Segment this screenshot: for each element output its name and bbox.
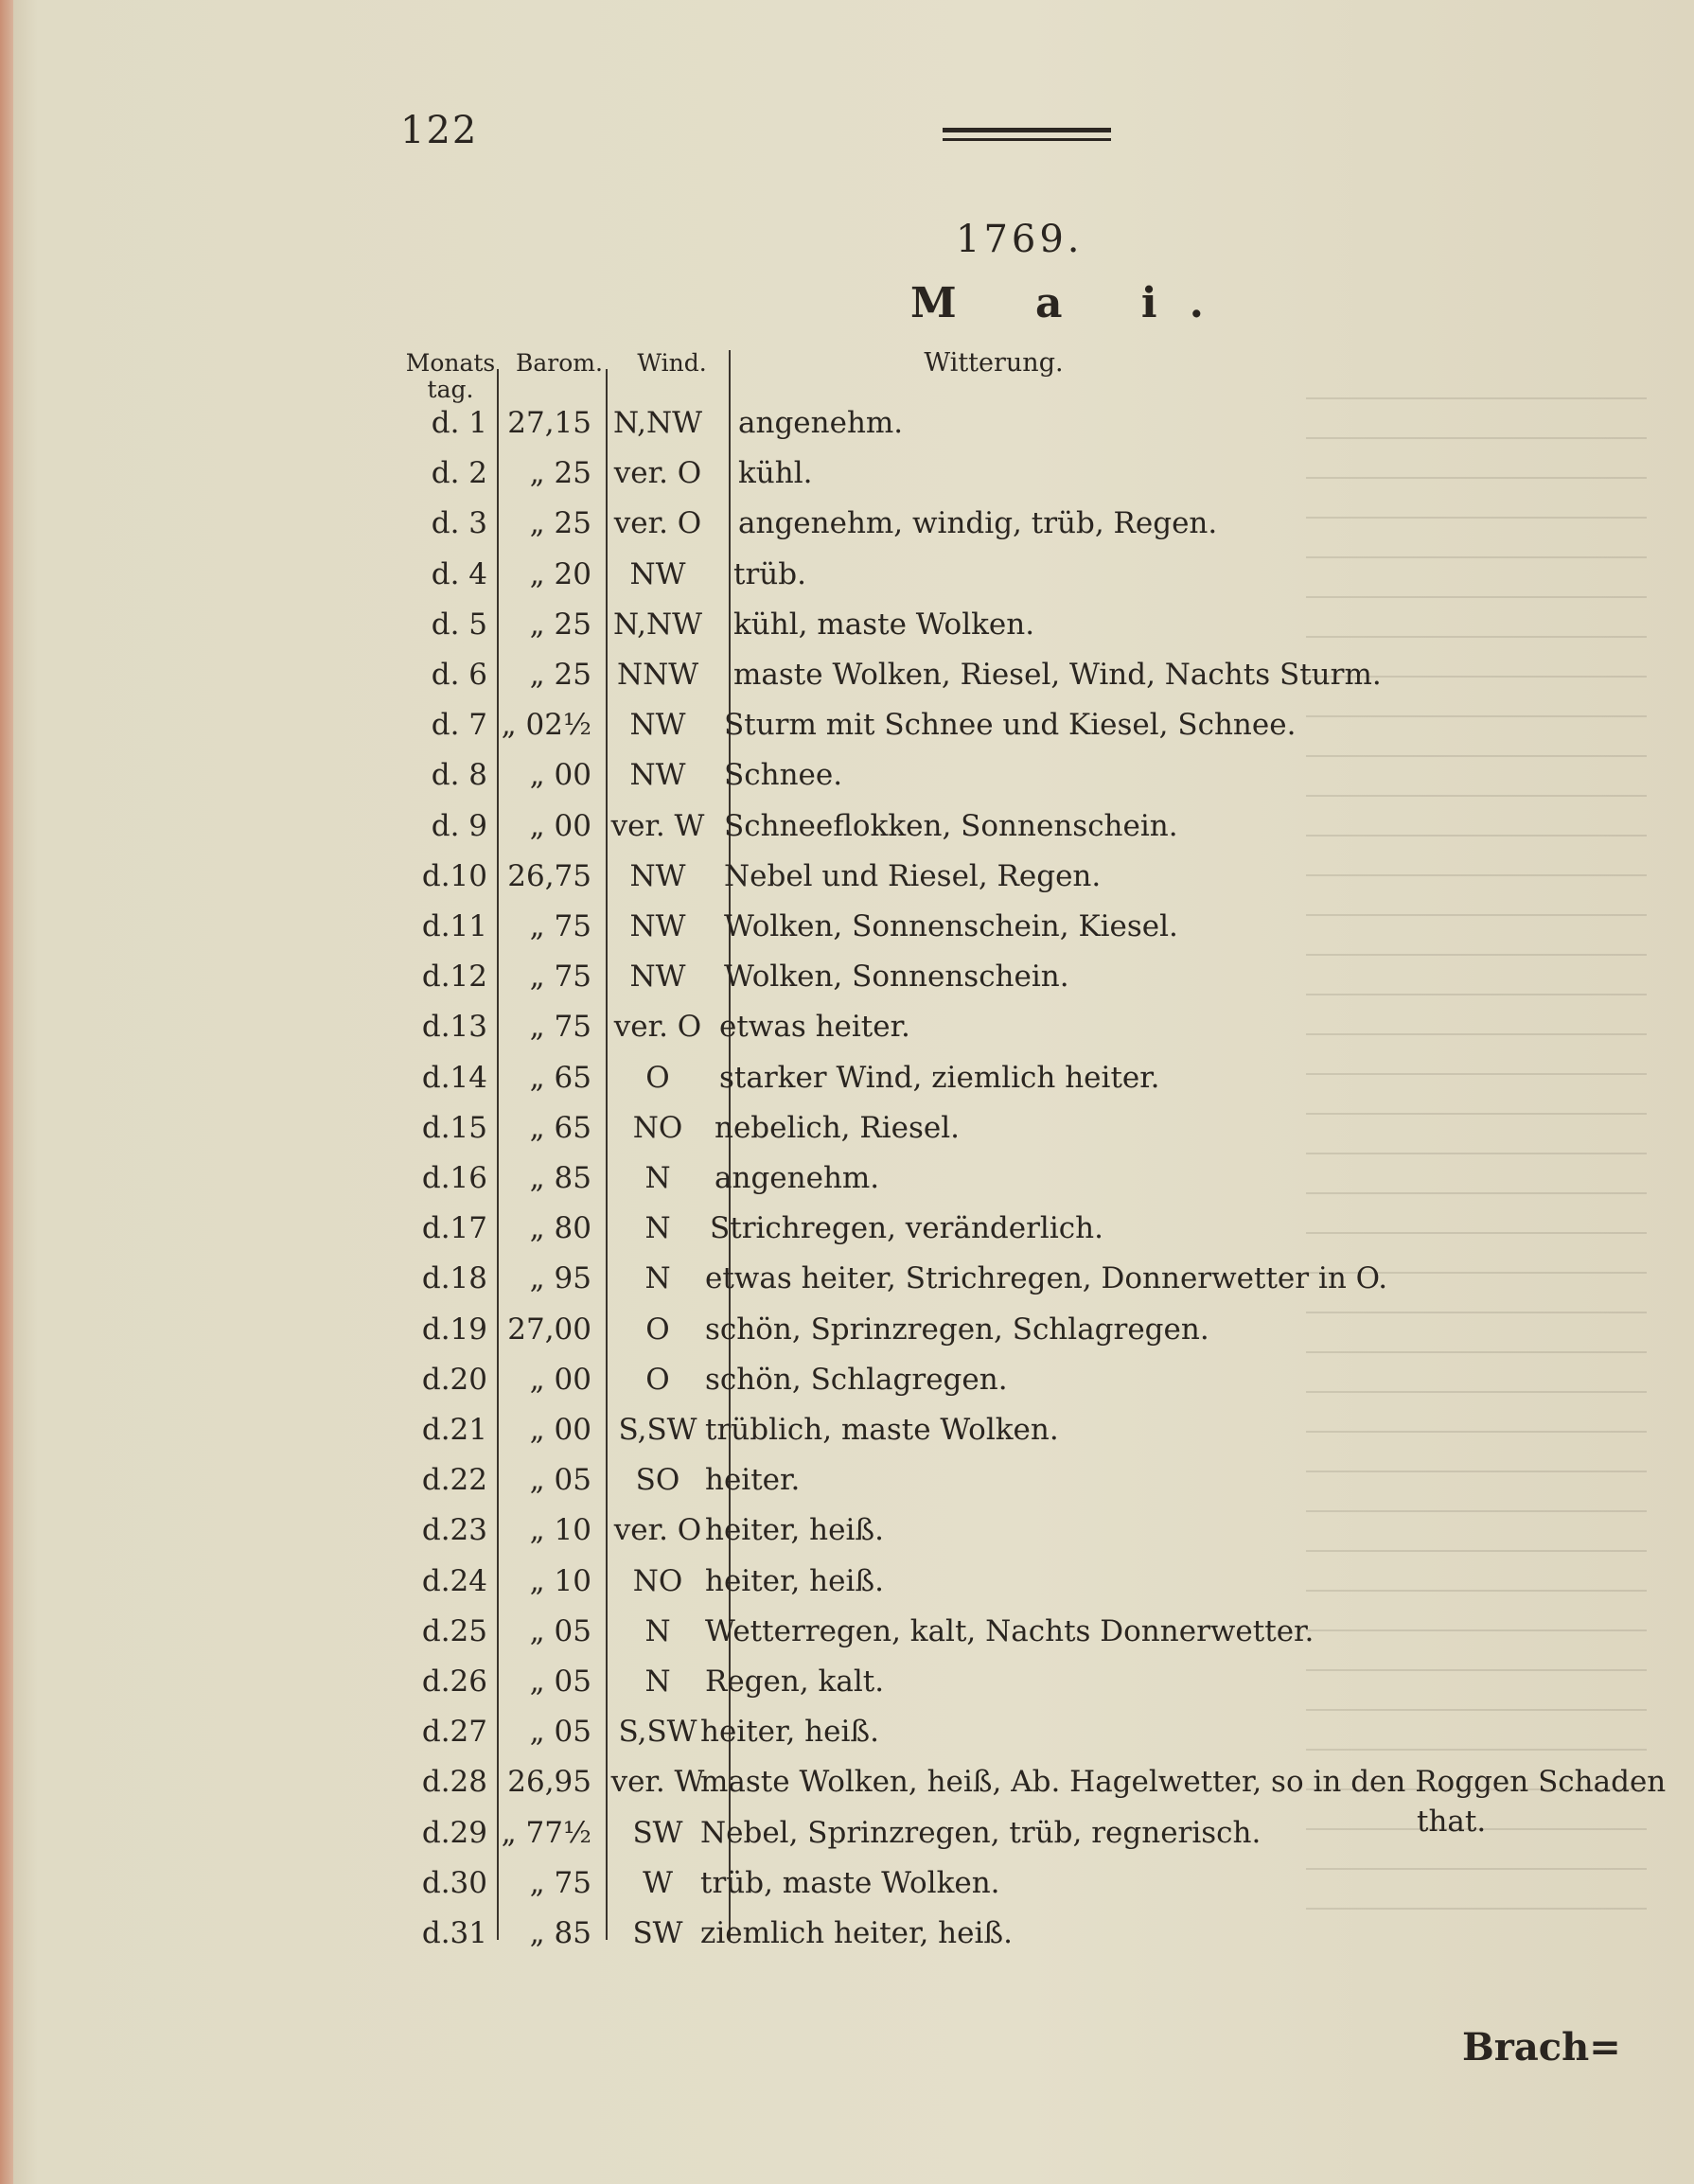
barometer-cell: „ 05 xyxy=(529,1613,591,1648)
day-cell: d. 6 xyxy=(431,658,487,692)
wind-cell: NNW xyxy=(616,658,699,692)
table-row xyxy=(0,1006,1694,1055)
weather-cell: heiter. xyxy=(705,1463,801,1498)
wind-cell: O xyxy=(645,1060,670,1095)
day-cell: d.19 xyxy=(421,1312,487,1347)
continuation-line xyxy=(0,1801,1694,1850)
table-row xyxy=(0,956,1694,1005)
barometer-cell: „ 25 xyxy=(529,658,591,692)
weather-cell: starker Wind, ziemlich heiter. xyxy=(719,1060,1160,1095)
wind-cell: N xyxy=(644,1161,671,1195)
barometer-cell: „ 05 xyxy=(529,1715,591,1750)
wind-cell: SW xyxy=(632,1815,683,1850)
page-number: 122 xyxy=(400,109,479,152)
day-cell: d.10 xyxy=(421,858,487,893)
table-row xyxy=(0,1611,1694,1660)
barometer-cell: „ 02½ xyxy=(501,708,591,743)
weather-cell: Regen, kalt. xyxy=(705,1664,885,1699)
weather-cell: Nebel und Riesel, Regen. xyxy=(724,858,1102,893)
table-row xyxy=(0,1107,1694,1156)
weather-cell: Nebel, Sprinzregen, trüb, regnerisch. xyxy=(700,1815,1262,1850)
table-row xyxy=(0,554,1694,603)
weather-cell: Schneeflokken, Sonnenschein. xyxy=(724,808,1178,843)
barometer-cell: „ 00 xyxy=(529,758,591,793)
barometer-cell: „ 95 xyxy=(529,1261,591,1296)
wind-cell: NW xyxy=(629,556,686,591)
day-cell: d.29 xyxy=(421,1815,487,1850)
weather-cell: trüb. xyxy=(733,556,806,591)
day-cell: d.23 xyxy=(421,1513,487,1548)
barometer-cell: „ 25 xyxy=(529,607,591,642)
barometer-cell: „ 05 xyxy=(529,1463,591,1498)
day-cell: d.31 xyxy=(421,1916,487,1950)
day-cell: d. 9 xyxy=(431,808,487,843)
wind-cell: S,SW xyxy=(618,1715,697,1750)
table-row xyxy=(0,1509,1694,1559)
day-cell: d.22 xyxy=(421,1463,487,1498)
column-header-weather: Witterung. xyxy=(924,348,1064,378)
barometer-cell: „ 75 xyxy=(529,960,591,995)
weather-cell: trüblich, maste Wolken. xyxy=(705,1413,1059,1447)
table-row xyxy=(0,805,1694,854)
day-cell: d.27 xyxy=(421,1715,487,1750)
barometer-cell: „ 00 xyxy=(529,1413,591,1447)
table-row xyxy=(0,1359,1694,1408)
weather-cell: etwas heiter, Strichregen, Donnerwetter in O. xyxy=(705,1261,1388,1296)
header-rule xyxy=(943,128,1111,141)
day-cell: d.13 xyxy=(421,1010,487,1045)
table-row xyxy=(0,704,1694,753)
table-row xyxy=(0,1057,1694,1106)
barometer-cell: „ 85 xyxy=(529,1161,591,1195)
weather-cell: heiter, heiß. xyxy=(705,1563,884,1598)
day-cell: d.30 xyxy=(421,1865,487,1900)
wind-cell: N,NW xyxy=(613,406,702,440)
barometer-cell: „ 75 xyxy=(529,1010,591,1045)
table-row xyxy=(0,452,1694,502)
barometer-cell: „ 77½ xyxy=(501,1815,591,1850)
barometer-cell: „ 25 xyxy=(529,456,591,491)
day-cell: d.18 xyxy=(421,1261,487,1296)
weather-cell: heiter, heiß. xyxy=(700,1715,879,1750)
day-cell: d.14 xyxy=(421,1060,487,1095)
day-cell: d. 3 xyxy=(431,506,487,541)
wind-cell: NW xyxy=(629,708,686,743)
table-row xyxy=(0,502,1694,552)
barometer-cell: 27,15 xyxy=(507,406,591,440)
wind-cell: ver. W xyxy=(610,1765,705,1800)
wind-cell: SO xyxy=(635,1463,680,1498)
day-cell: d. 4 xyxy=(431,556,487,591)
table-row xyxy=(0,1258,1694,1307)
table-row xyxy=(0,402,1694,451)
day-cell: d. 7 xyxy=(431,708,487,743)
wind-cell: ver. W xyxy=(610,808,705,843)
wind-cell: NW xyxy=(629,909,686,943)
weather-cell: angenehm, windig, trüb, Regen. xyxy=(738,506,1218,541)
barometer-cell: „ 10 xyxy=(529,1513,591,1548)
wind-cell: NO xyxy=(632,1563,683,1598)
weather-cell: etwas heiter. xyxy=(719,1010,910,1045)
day-cell: d. 8 xyxy=(431,758,487,793)
table-row xyxy=(0,1157,1694,1206)
day-cell: d.15 xyxy=(421,1110,487,1145)
day-cell: d.25 xyxy=(421,1613,487,1648)
wind-cell: ver. O xyxy=(613,506,702,541)
page-month: M a i. xyxy=(910,279,1236,327)
weather-cell: maste Wolken, Riesel, Wind, Nachts Sturm. xyxy=(733,658,1382,692)
day-cell: d.17 xyxy=(421,1211,487,1246)
table-row xyxy=(0,1862,1694,1911)
page-year: 1769. xyxy=(956,218,1084,261)
column-header-barometer: Barom. xyxy=(516,349,603,377)
wind-cell: ver. O xyxy=(613,1010,702,1045)
weather-cell: trüb, maste Wolken. xyxy=(700,1865,1000,1900)
day-cell: d. 1 xyxy=(431,406,487,440)
day-cell: d.21 xyxy=(421,1413,487,1447)
table-row xyxy=(0,906,1694,955)
day-cell: d.26 xyxy=(421,1664,487,1699)
table-row xyxy=(0,754,1694,803)
weather-cell: Wetterregen, kalt, Nachts Donnerwetter. xyxy=(705,1613,1315,1648)
table-row xyxy=(0,604,1694,653)
wind-cell: N,NW xyxy=(613,607,702,642)
catchword: Brach= xyxy=(1462,2025,1621,2070)
continuation-text: that. xyxy=(1417,1805,1487,1839)
barometer-cell: „ 80 xyxy=(529,1211,591,1246)
column-header-day: Monats tag. xyxy=(405,349,496,403)
barometer-cell: 26,75 xyxy=(507,858,591,893)
day-cell: d.28 xyxy=(421,1765,487,1800)
barometer-cell: „ 75 xyxy=(529,1865,591,1900)
barometer-cell: „ 00 xyxy=(529,808,591,843)
wind-cell: N xyxy=(644,1211,671,1246)
day-cell: d.11 xyxy=(421,909,487,943)
table-row xyxy=(0,1309,1694,1358)
table-row xyxy=(0,1459,1694,1508)
weather-cell: nebelich, Riesel. xyxy=(715,1110,960,1145)
wind-cell: N xyxy=(644,1261,671,1296)
day-cell: d.20 xyxy=(421,1362,487,1397)
wind-cell: ver. O xyxy=(613,1513,702,1548)
wind-cell: N xyxy=(644,1613,671,1648)
table-row xyxy=(0,654,1694,703)
wind-cell: NO xyxy=(632,1110,683,1145)
wind-cell: NW xyxy=(629,960,686,995)
wind-cell: ver. O xyxy=(613,456,702,491)
barometer-cell: „ 20 xyxy=(529,556,591,591)
day-cell: d. 2 xyxy=(431,456,487,491)
weather-cell: Wolken, Sonnenschein. xyxy=(724,960,1069,995)
barometer-cell: „ 25 xyxy=(529,506,591,541)
day-cell: d. 5 xyxy=(431,607,487,642)
table-row xyxy=(0,1912,1694,1962)
weather-cell: schön, Schlagregen. xyxy=(705,1362,1008,1397)
weather-cell: schön, Sprinzregen, Schlagregen. xyxy=(705,1312,1209,1347)
barometer-cell: „ 00 xyxy=(529,1362,591,1397)
barometer-cell: „ 85 xyxy=(529,1916,591,1950)
wind-cell: O xyxy=(645,1362,670,1397)
table-row xyxy=(0,1409,1694,1458)
wind-cell: SW xyxy=(632,1916,683,1950)
column-header-wind: Wind. xyxy=(637,349,707,377)
barometer-cell: 26,95 xyxy=(507,1765,591,1800)
weather-cell: Strichregen, veränderlich. xyxy=(710,1211,1103,1246)
weather-cell: maste Wolken, heiß, Ab. Hagelwetter, so in den Roggen Schaden xyxy=(700,1765,1667,1800)
day-cell: d.16 xyxy=(421,1161,487,1195)
day-cell: d.24 xyxy=(421,1563,487,1598)
day-cell: d.12 xyxy=(421,960,487,995)
wind-cell: W xyxy=(643,1865,673,1900)
weather-cell: Wolken, Sonnenschein, Kiesel. xyxy=(724,909,1178,943)
wind-cell: NW xyxy=(629,758,686,793)
barometer-cell: 27,00 xyxy=(507,1312,591,1347)
wind-cell: O xyxy=(645,1312,670,1347)
barometer-cell: „ 65 xyxy=(529,1110,591,1145)
weather-cell: heiter, heiß. xyxy=(705,1513,884,1548)
table-row xyxy=(0,1711,1694,1760)
wind-cell: S,SW xyxy=(618,1413,697,1447)
barometer-cell: „ 75 xyxy=(529,909,591,943)
barometer-cell: „ 05 xyxy=(529,1664,591,1699)
weather-cell: Sturm mit Schnee und Kiesel, Schnee. xyxy=(724,708,1297,743)
weather-cell: angenehm. xyxy=(715,1161,880,1195)
barometer-cell: „ 10 xyxy=(529,1563,591,1598)
barometer-cell: „ 65 xyxy=(529,1060,591,1095)
table-row xyxy=(0,855,1694,905)
wind-cell: N xyxy=(644,1664,671,1699)
table-row xyxy=(0,1661,1694,1710)
table-row xyxy=(0,1560,1694,1610)
weather-cell: kühl. xyxy=(738,456,813,491)
weather-cell: kühl, maste Wolken. xyxy=(733,607,1035,642)
weather-cell: angenehm. xyxy=(738,406,904,440)
wind-cell: NW xyxy=(629,858,686,893)
weather-cell: Schnee. xyxy=(724,758,843,793)
table-row xyxy=(0,1207,1694,1257)
weather-cell: ziemlich heiter, heiß. xyxy=(700,1916,1013,1950)
